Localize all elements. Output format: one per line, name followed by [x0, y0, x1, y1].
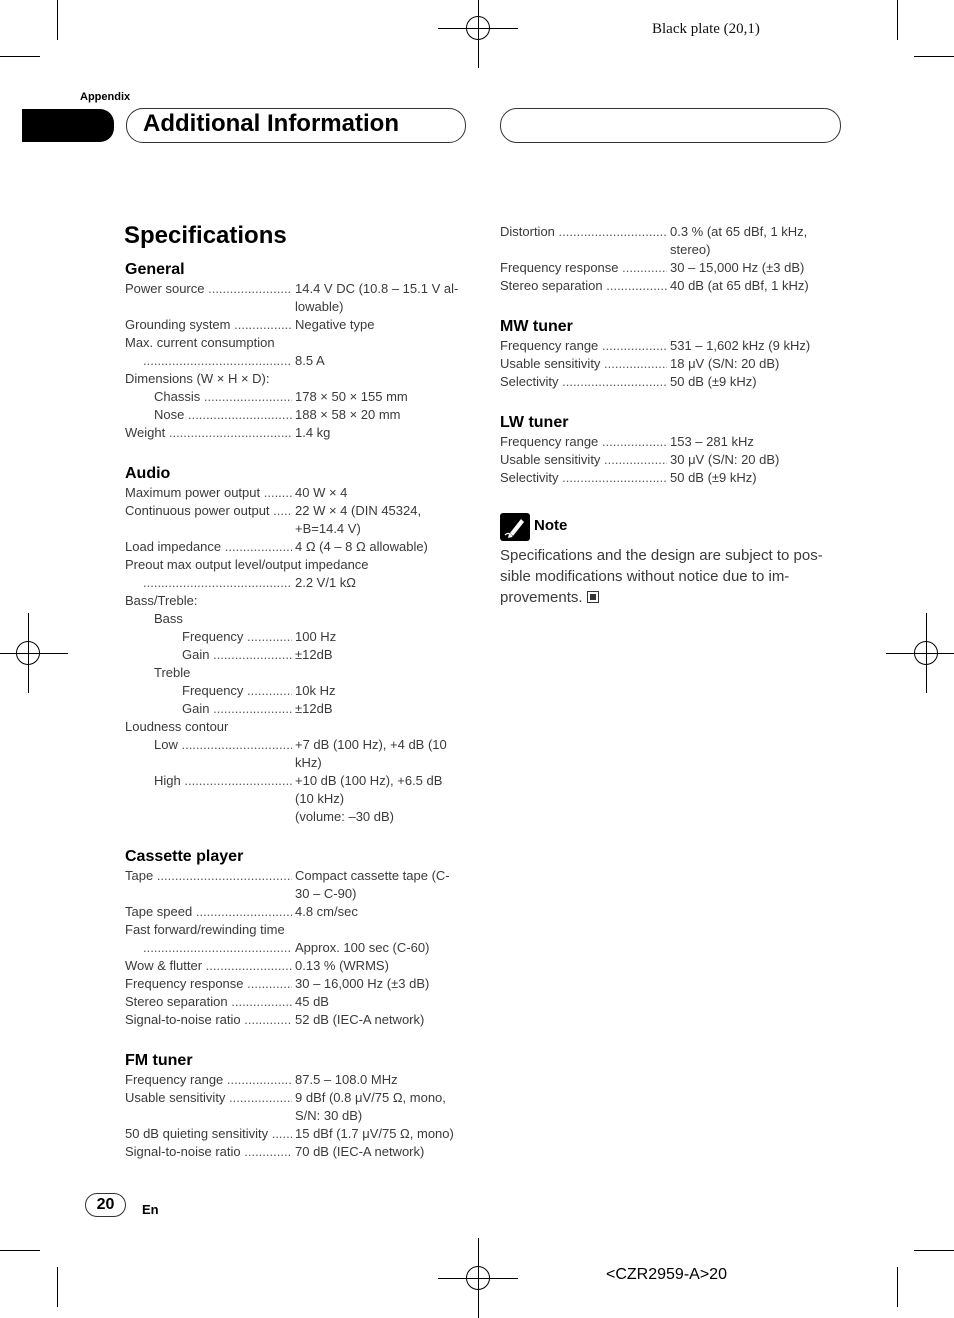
spec-value: 30 – 16,000 Hz (±3 dB): [295, 976, 430, 991]
spec-value: Compact cassette tape (C-: [295, 868, 450, 883]
crop-mark: [914, 1250, 954, 1251]
registration-mark: [906, 633, 946, 673]
spec-label: [154, 772, 292, 790]
spec-label-text: Usable sensitivity: [500, 356, 601, 371]
spec-label: [154, 406, 292, 424]
spec-label-text: Usable sensitivity: [500, 452, 601, 467]
spec-label: [500, 433, 667, 451]
spec-label: [182, 700, 292, 718]
crop-mark: [57, 0, 58, 40]
spec-label: [125, 1089, 292, 1107]
note-line: sible modifications without notice due to im-: [500, 568, 790, 585]
spec-label-text: Gain: [182, 701, 210, 716]
spec-value: 178 × 50 × 155 mm: [295, 389, 408, 404]
spec-value: 100 Hz: [295, 629, 337, 644]
spec-label: Preout max output level/output impedance: [125, 557, 369, 572]
spec-label-text: Frequency range: [500, 434, 599, 449]
spec-label: [500, 223, 667, 241]
crop-mark: [897, 0, 898, 40]
spec-value: 8.5 A: [295, 353, 325, 368]
spec-label-text: Frequency: [182, 629, 244, 644]
spec-label: [125, 975, 292, 993]
spec-label: Dimensions (W × H × D):: [125, 371, 270, 386]
spec-label: Loudness contour: [125, 719, 229, 734]
spec-value: 52 dB (IEC-A network): [295, 1012, 425, 1027]
spec-value: 40 dB (at 65 dBf, 1 kHz): [670, 278, 809, 293]
registration-mark: [458, 1258, 498, 1298]
spec-label-text: Selectivity: [500, 470, 559, 485]
spec-value: S/N: 30 dB): [295, 1108, 363, 1123]
spec-label-text: Frequency response: [125, 976, 244, 991]
spec-label: [500, 451, 667, 469]
spec-label: Bass: [154, 611, 183, 626]
section-heading: Cassette player: [125, 848, 244, 865]
spec-label-text: Frequency response: [500, 260, 619, 275]
spec-label: [182, 682, 292, 700]
crop-mark: [57, 1267, 58, 1307]
spec-value: +10 dB (100 Hz), +6.5 dB: [295, 773, 443, 788]
note-line: provements.: [500, 587, 823, 608]
spec-label-text: Load impedance: [125, 539, 222, 554]
spec-value: 14.4 V DC (10.8 – 15.1 V al-: [295, 281, 459, 296]
spec-label-text: High: [154, 773, 181, 788]
spec-label-text: Chassis: [154, 389, 201, 404]
language-label: En: [142, 1202, 159, 1217]
spec-value: 70 dB (IEC-A network): [295, 1144, 425, 1159]
spec-value: 0.13 % (WRMS): [295, 958, 389, 973]
spec-label: [125, 1125, 292, 1143]
spec-value: 1.4 kg: [295, 425, 331, 440]
spec-label-text: Tape speed: [125, 904, 193, 919]
spec-label-text: Gain: [182, 647, 210, 662]
spec-label: [154, 736, 292, 754]
spec-label: [143, 939, 292, 957]
note-label: Note: [534, 517, 568, 534]
spec-value: Approx. 100 sec (C-60): [295, 940, 430, 955]
spec-value: 153 – 281 kHz: [670, 434, 754, 449]
spec-label-text: Selectivity: [500, 374, 559, 389]
spec-label-text: Continuous power output: [125, 503, 270, 518]
spec-value: 30 – C-90): [295, 886, 357, 901]
spec-label: [143, 574, 292, 592]
spec-value: +7 dB (100 Hz), +4 dB (10: [295, 737, 447, 752]
spec-value: 531 – 1,602 kHz (9 kHz): [670, 338, 811, 353]
spec-label-text: Nose: [154, 407, 185, 422]
spec-value: 22 W × 4 (DIN 45324,: [295, 503, 422, 518]
section-heading: General: [125, 261, 185, 278]
spec-value: 188 × 58 × 20 mm: [295, 407, 401, 422]
crop-mark: [897, 1267, 898, 1307]
spec-label-text: Weight: [125, 425, 166, 440]
spec-label: [500, 337, 667, 355]
spec-label: [500, 259, 667, 277]
spec-label: [125, 502, 292, 520]
appendix-label: Appendix: [80, 91, 131, 103]
spec-value: 4 Ω (4 – 8 Ω allowable): [295, 539, 428, 554]
spec-value: 9 dBf (0.8 μV/75 Ω, mono,: [295, 1090, 446, 1105]
spec-label: [143, 352, 292, 370]
spec-label-text: Low: [154, 737, 178, 752]
spec-label-text: Power source: [125, 281, 205, 296]
spec-value: 30 – 15,000 Hz (±3 dB): [670, 260, 805, 275]
document-code: <CZR2959-A>20: [606, 1266, 727, 1283]
spec-value: 40 W × 4: [295, 485, 348, 500]
spec-label: [125, 993, 292, 1011]
spec-value: 4.8 cm/sec: [295, 904, 358, 919]
note-text: [500, 545, 823, 608]
spec-label: [500, 469, 667, 487]
spec-label-text: Signal-to-noise ratio: [125, 1012, 241, 1027]
spec-value: +B=14.4 V): [295, 521, 361, 536]
spec-value: ±12dB: [295, 647, 333, 662]
spec-value: ±12dB: [295, 701, 333, 716]
spec-label: [182, 646, 292, 664]
spec-label: [125, 280, 292, 298]
spec-label-text: Signal-to-noise ratio: [125, 1144, 241, 1159]
registration-mark: [8, 633, 48, 673]
spec-label: [125, 538, 292, 556]
plate-label: Black plate (20,1): [652, 21, 760, 37]
section-heading: MW tuner: [500, 318, 573, 335]
spec-value: stereo): [670, 242, 711, 257]
spec-label: [125, 1143, 292, 1161]
spec-label-text: Wow & flutter: [125, 958, 203, 973]
crop-mark: [914, 56, 954, 57]
spec-label: [500, 277, 667, 295]
crop-mark: [0, 56, 40, 57]
spec-label: Fast forward/rewinding time: [125, 922, 285, 937]
spec-label-text: Tape: [125, 868, 154, 883]
spec-label: [125, 316, 292, 334]
header-empty-box: [500, 108, 841, 143]
spec-value: 10k Hz: [295, 683, 336, 698]
spec-value: kHz): [295, 755, 322, 770]
spec-label: [125, 867, 292, 885]
section-tab: [22, 109, 114, 142]
end-mark-icon: [587, 591, 599, 603]
spec-label: [125, 484, 292, 502]
spec-label: [125, 1071, 292, 1089]
spec-value: 50 dB (±9 kHz): [670, 470, 757, 485]
spec-label: [500, 373, 667, 391]
spec-label: Treble: [154, 665, 191, 680]
section-heading: FM tuner: [125, 1052, 193, 1069]
spec-value: Negative type: [295, 317, 375, 332]
spec-value: (volume: –30 dB): [295, 809, 394, 824]
note-icon: [500, 513, 530, 541]
spec-label: [500, 355, 667, 373]
spec-label-text: 50 dB quieting sensitivity: [125, 1126, 269, 1141]
spec-value: (10 kHz): [295, 791, 345, 806]
spec-label-text: Frequency range: [125, 1072, 224, 1087]
page-title: Specifications: [124, 222, 287, 249]
spec-label-text: Frequency: [182, 683, 244, 698]
spec-value: 15 dBf (1.7 μV/75 Ω, mono): [295, 1126, 454, 1141]
section-heading: LW tuner: [500, 414, 569, 431]
spec-value: 50 dB (±9 kHz): [670, 374, 757, 389]
spec-label: [125, 957, 292, 975]
spec-label: [154, 388, 292, 406]
note-line: Specifications and the design are subject to pos-: [500, 547, 823, 564]
spec-value: 45 dB: [295, 994, 329, 1009]
spec-label: [125, 903, 292, 921]
spec-value: 30 μV (S/N: 20 dB): [670, 452, 780, 467]
spec-label-text: Stereo separation: [500, 278, 603, 293]
spec-label-text: Grounding system: [125, 317, 231, 332]
section-heading: Audio: [125, 465, 171, 482]
page-number: 20: [85, 1193, 126, 1217]
spec-label: Max. current consumption: [125, 335, 275, 350]
spec-label: [125, 424, 292, 442]
spec-value: 0.3 % (at 65 dBf, 1 kHz,: [670, 224, 808, 239]
spec-value: 87.5 – 108.0 MHz: [295, 1072, 398, 1087]
spec-label: [125, 1011, 292, 1029]
spec-label-text: Frequency range: [500, 338, 599, 353]
header-title: Additional Information: [143, 110, 399, 137]
spec-label-text: Usable sensitivity: [125, 1090, 226, 1105]
spec-label: [182, 628, 292, 646]
spec-label-text: Stereo separation: [125, 994, 228, 1009]
registration-mark: [458, 8, 498, 48]
spec-label-text: Maximum power output: [125, 485, 261, 500]
spec-value: lowable): [295, 299, 344, 314]
spec-value: 2.2 V/1 kΩ: [295, 575, 357, 590]
spec-label-text: Distortion: [500, 224, 555, 239]
spec-value: 18 μV (S/N: 20 dB): [670, 356, 780, 371]
spec-label: Bass/Treble:: [125, 593, 198, 608]
crop-mark: [0, 1250, 40, 1251]
